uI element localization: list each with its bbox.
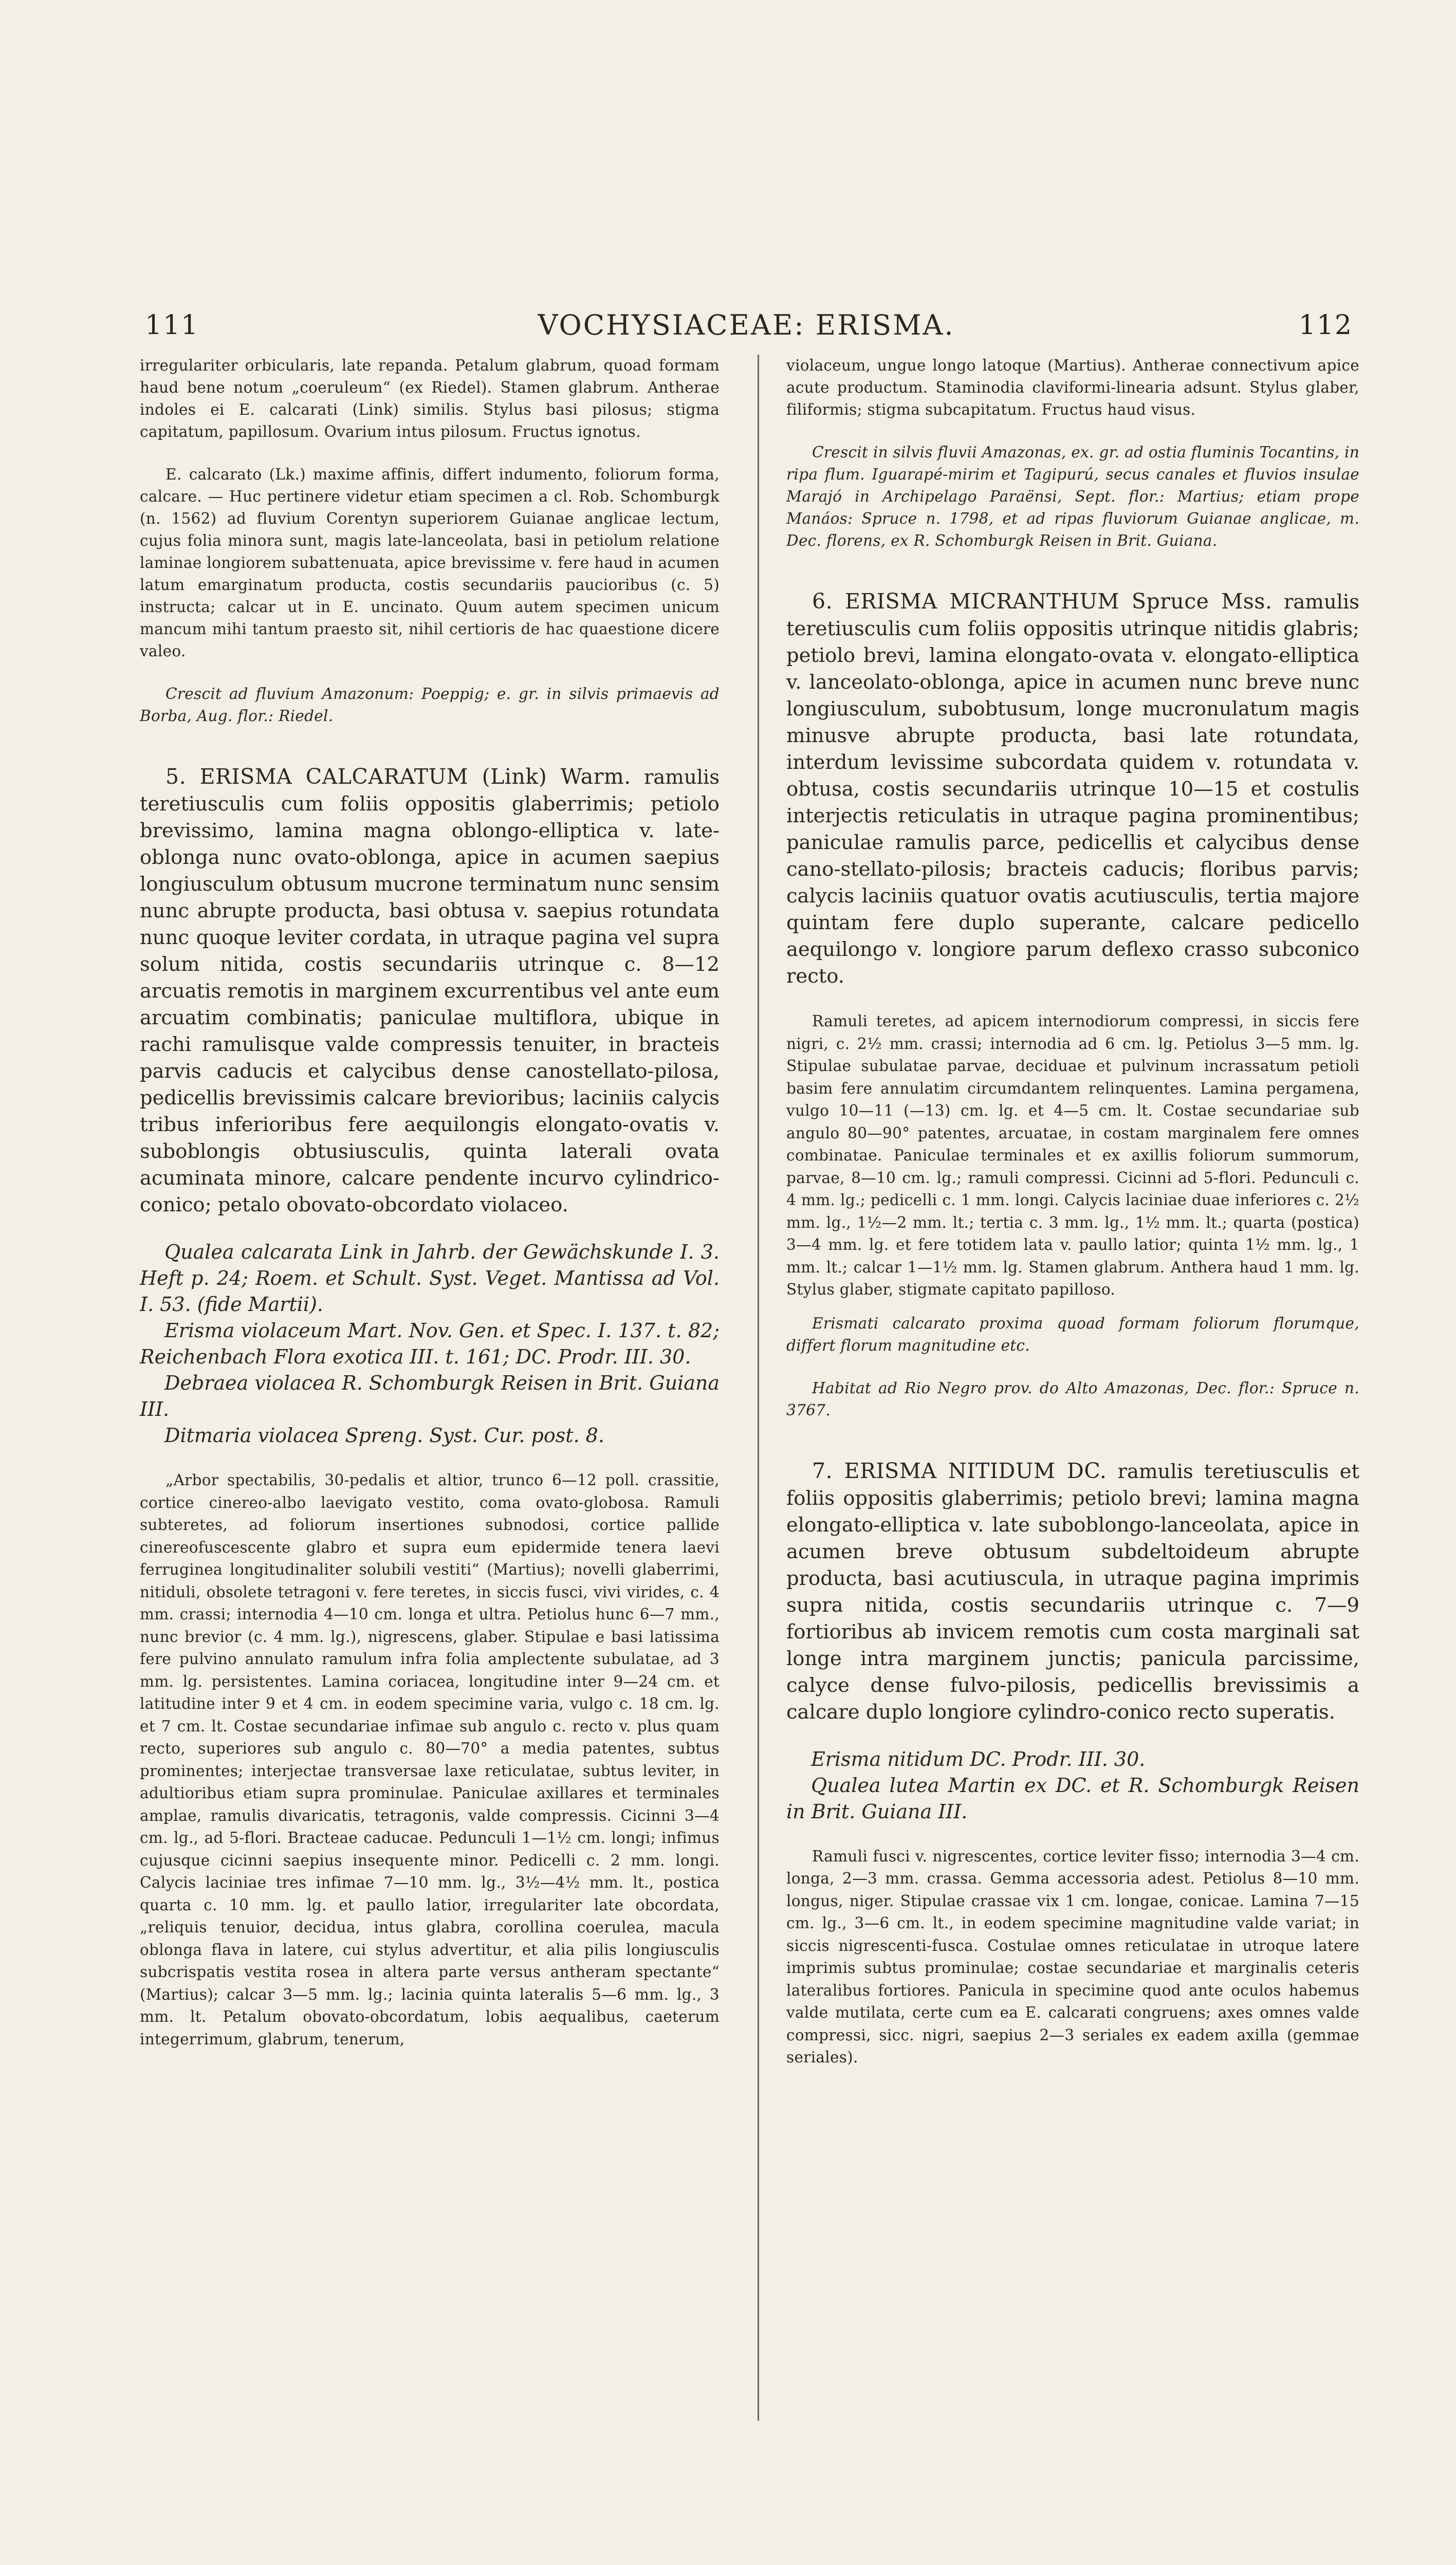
species-6-note: Erismati calcarato proxima quoad formam foliorum florumque, differt florum magnitudine etc. (786, 1314, 1359, 1354)
species-6-diagnosis (786, 588, 1359, 990)
synonym: Qualea lutea Martin ex DC. et R. Schomburgk Reisen in Brit. Guiana III. (786, 1774, 1359, 1823)
species-5-diagnosis (140, 763, 720, 1219)
species-7-diagnosis (786, 1457, 1359, 1726)
synonym: Qualea calcarata Link in Jahrb. der Gewächskunde I. 3. Heft p. 24; Roem. et Schult. Syst. Veget. Mantissa ad Vol. I. 53. (fide Martii). (140, 1241, 720, 1316)
page-number-left: 111 (145, 310, 199, 341)
page-number-right: 112 (1298, 310, 1353, 341)
right-column (786, 355, 1359, 2069)
species-5-heading: 5. ERISMA CALCARATUM (Link) Warm. (165, 764, 631, 789)
synonym: Ditmaria violacea Spreng. Syst. Cur. post. 8. (164, 1424, 604, 1447)
species-6-heading: 6. ERISMA MICRANTHUM Spruce Mss. (812, 589, 1273, 614)
species-6-text: ramulis teretiusculis cum foliis oppositis utrinque nitidis glabris; petiolo brevi, lamina elongato-ovata v. elongato-elliptica v. lanceolato-oblonga, apice in acumen nunc breve nunc longiusculum, subobtusum, longe mucronulatum magis minusve abrupte producta, basi late rotundata, interdum levissime subcordata quidem v. rotundata v. obtusa, costis secundariis utrinque 10—15 et costulis interjectis reticulatis in utraque pagina prominentibus; paniculae ramulis parce, pedicellis et calycibus dense cano-stellato-pilosis; bracteis caducis; floribus parvis; calycis laciniis quatuor ovatis acutiusculis, tertia majore quintam fere duplo superante, calcare pedicello aequilongo v. longiore parum deflexo crasso subconico recto. (786, 590, 1359, 988)
species-7-text: ramulis teretiusculis et foliis oppositis glaberrimis; petiolo brevi; lamina magna elongato-elliptica v. late suboblongo-lanceolata, apice in acumen breve obtusum subdeltoideum abrupte producta, basi acutiuscula, in utraque pagina imprimis supra nitida, costis secundariis utrinque c. 7—9 fortioribus ab invicem remotis cum costa marginali sat longe intra marginem junctis; panicula parcissime, calyce dense fulvo-pilosis, pedicellis brevissimis a calcare duplo longiore cylindro-conico recto superatis. (786, 1460, 1359, 1724)
species-7-description: Ramuli fusci v. nigrescentes, cortice leviter fisso; internodia 3—4 cm. longa, 2—3 mm. crassa. Gemma accessoria adest. Petiolus 8—10 mm. longus, niger. Stipulae crassae vix 1 cm. longae, conicae. Lamina 7—15 cm. lg., 3—6 cm. lt., in eodem specimine magnitudine valde variat; in siccis nigrescenti-fusca. Costulae omnes reticulatae in utroque latere imprimis subtus prominulae; costae secundariae et marginalis ceteris lateralibus fortiores. Panicula in specimine quod ante oculos habemus valde mutilata, certe cum ea E. calcarati congruens; axes omnes valde compressi, sicc. nigri, saepius 2—3 seriales ex eadem axilla (gemmae seriales). (786, 1847, 1359, 2066)
right-paragraph-continued: violaceum, ungue longo latoque (Martius). Antherae connectivum apice acute productum. Staminodia claviformi-linearia adsunt. Stylus glaber, filiformis; stigma subcapitatum. Fructus haud visus. (786, 357, 1359, 418)
species-7-synonyms (786, 1746, 1359, 1825)
species-6-description: Ramuli teretes, ad apicem internodiorum compressi, in siccis fere nigri, c. 2½ mm. crassi; internodia ad 6 cm. lg. Petiolus 3—5 mm. lg. Stipulae subulatae parvae, deciduae et pulvinum incrassatum petioli basim fere annulatim circumdantem relinquentes. Lamina pergamena, vulgo 10—11 (—13) cm. lg. et 4—5 cm. lt. Costae secundariae sub angulo 80—90° patentes, arcuatae, in costam marginalem fere omnes combinatae. Paniculae terminales et ex axillis foliorum summorum, parvae, 8—10 cm. lg.; ramuli compressi. Cicinni ad 5-flori. Pedunculi c. 4 mm. lg.; pedicelli c. 1 mm. longi. Calycis laciniae duae inferiores c. 2½ mm. lg., 1½—2 mm. lt.; tertia c. 3 mm. lg., 1½ mm. lt.; quarta (postica) 3—4 mm. lg. et fere totidem lata v. paullo latior; quinta 1½ mm. lg., 1 mm. lt.; calcar 1—1½ mm. lg. Stamen glabrum. Anthera haud 1 mm. lg. Stylus glaber, stigmate capitato papilloso. (786, 1012, 1359, 1298)
left-affinity-note: E. calcarato (Lk.) maxime affinis, differt indumento, foliorum forma, calcare. — Huc pertinere videtur etiam specimen a cl. Rob. Schomburgk (n. 1562) ad fluvium Corentyn superiorem Guianae anglicae lectum, cujus folia minora sunt, magis late-lanceolata, basi in petiolum relatione laminae longiorem subattenuata, apice brevissime v. fere haud in acumen latum emarginatum producta, costis secundariis paucioribus (c. 5) instructa; calcar ut in E. uncinato. Quum autem specimen unicum mancum mihi tantum praesto sit, nihil certioris de hac quaestione dicere valeo. (140, 466, 720, 660)
left-habitat-note: Crescit ad fluvium Amazonum: Poeppig; e. gr. in silvis primaevis ad Borba, Aug. flor.: Riedel. (140, 685, 720, 725)
synonym: Erisma violaceum Mart. Nov. Gen. et Spec. I. 137. t. 82; Reichenbach Flora exotica III. t. 161; DC. Prodr. III. 30. (140, 1319, 720, 1368)
species-6-habitat: Habitat ad Rio Negro prov. do Alto Amazonas, Dec. flor.: Spruce n. 3767. (786, 1379, 1359, 1419)
left-column (140, 355, 720, 2051)
column-divider (758, 355, 759, 2421)
species-7-heading: 7. ERISMA NITIDUM DC. (812, 1458, 1107, 1483)
species-5-text: ramulis teretiusculis cum foliis oppositis glaberrimis; petiolo brevissimo, lamina magna oblongo-elliptica v. late-oblonga nunc ovato-oblonga, apice in acumen saepius longiusculum obtusum mucrone terminatum nunc sensim nunc abrupte producta, basi obtusa v. saepius rotundata nunc quoque leviter cordata, in utraque pagina vel supra solum nitida, costis secundariis utrinque c. 8—12 arcuatis remotis in marginem excurrentibus vel ante eum arcuatim combinatis; paniculae multiflora, ubique in rachi ramulisque valde compressis tenuiter, in bracteis parvis caducis et calycibus dense canostellato-pilosa, pedicellis brevissimis calcare brevioribus; laciniis calycis tribus inferioribus fere aequilongis elongato-ovatis v. suboblongis obtusiusculis, quinta laterali ovata acuminata minore, calcare pendente incurvo cylindrico-conico; petalo obovato-obcordato violaceo. (140, 766, 720, 1216)
species-5-synonyms (140, 1239, 720, 1449)
left-paragraph-continued: irregulariter orbicularis, late repanda. Petalum glabrum, quoad formam haud bene notum „coeruleum“ (ex Riedel). Stamen glabrum. Antherae indoles ei E. calcarati (Link) similis. Stylus basi pilosus; stigma capitatum, papillosum. Ovarium intus pilosum. Fructus ignotus. (140, 357, 720, 440)
species-5-description: „Arbor spectabilis, 30-pedalis et altior, trunco 6—12 poll. crassitie, cortice cinereo-albo laevigato vestito, coma ovato-globosa. Ramuli subteretes, ad foliorum insertiones subnodosi, cortice pallide cinereofuscescente glabro et supra eum epidermide tenera laevi ferruginea longitudinaliter solubili vestiti“ (Martius); novelli glaberrimi, nitiduli, obsolete tetragoni v. fere teretes, in siccis fusci, vivi virides, c. 4 mm. crassi; internodia 4—10 cm. longa et ultra. Petiolus hunc 6—7 mm., nunc brevior (c. 4 mm. lg.), nigrescens, glaber. Stipulae e basi latissima fere pulvino annulato ramulum infra folia amplectente subulatae, ad 3 mm. lg. persistentes. Lamina coriacea, longitudine inter 9—24 cm. et latitudine inter 9 et 4 cm. in eodem specimine varia, vulgo c. 18 cm. lg. et 7 cm. lt. Costae secundariae infimae sub angulo c. recto v. plus quam recto, superiores sub angulo c. 80—70° a media patentes, subtus prominentes; interjectae transversae laxe reticulatae, subtus leviter, in adultioribus etiam supra prominulae. Paniculae axillares et terminales amplae, ramulis divaricatis, tetragonis, valde compressis. Cicinni 3—4 cm. lg., ad 5-flori. Bracteae caducae. Pedunculi 1—1½ cm. longi; infimus cujusque cicinni saepius insequente minor. Pedicelli c. 2 mm. longi. Calycis laciniae tres infimae 7—10 mm. lg., 3½—4½ mm. lt., postica quarta c. 10 mm. lg. et paullo latior, irregulariter late obcordata, „reliquis tenuior, decidua, intus glabra, corollina coerulea, macula oblonga flava in latere, cui stylus advertitur, et alia pilis longiusculis subcrispatis vestita rosea in altera parte versus antheram spectante“ (Martius); calcar 3—5 mm. lg.; lacinia quinta lateralis 5—6 mm. lg., 3 mm. lt. Petalum obovato-obcordatum, lobis aequalibus, caeterum integerrimum, glabrum, tenerum, (140, 1471, 720, 2048)
running-title: VOCHYSIACEAE: ERISMA. (538, 309, 955, 341)
synonym: Erisma nitidum DC. Prodr. III. 30. (811, 1747, 1146, 1770)
right-habitat-note: Crescit in silvis fluvii Amazonas, ex. gr. ad ostia fluminis Tocantins, in ripa flum. Iguarapé-mirim et Tagipurú, secus canales et fluvios insulae Marajó in Archipelago Paraënsi, Sept. flor.: Martius; etiam prope Manáos: Spruce n. 1798, et ad ripas fluviorum Guianae anglicae, m. Dec. florens, ex R. Schomburgk Reisen in Brit. Guiana. (786, 444, 1359, 549)
synonym: Debraea violacea R. Schomburgk Reisen in Brit. Guiana III. (140, 1372, 720, 1420)
running-header (140, 307, 1353, 343)
